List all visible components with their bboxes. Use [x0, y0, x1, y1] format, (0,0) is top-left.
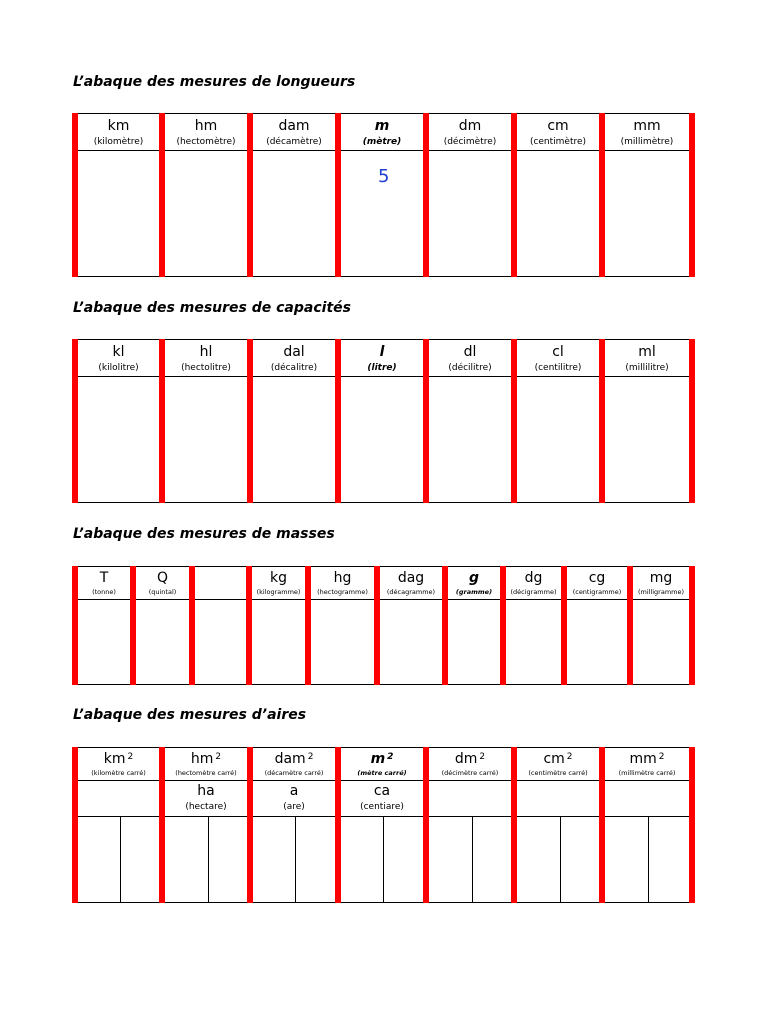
unit-label: km [107, 118, 130, 134]
unit-name: (hectomètre carré) [175, 769, 237, 777]
unit-label: cl [552, 344, 564, 360]
sub-column-divider [383, 816, 384, 902]
unit-label: dm [458, 118, 482, 134]
unit-name: (hectomètre) [176, 137, 236, 147]
column-kg [252, 567, 305, 599]
column-empty [195, 567, 246, 599]
squared-exponent: 2 [479, 752, 486, 762]
unit-label [429, 751, 511, 767]
column-T [78, 567, 130, 599]
unit-label: a [289, 783, 299, 799]
unit-name: (décigramme) [510, 588, 557, 596]
unit-label: hg [333, 570, 352, 586]
sub-column-divider [208, 816, 209, 902]
unit-symbol: dm [454, 751, 478, 767]
column-ca [341, 781, 423, 816]
unit-label: dl [463, 344, 477, 360]
unit-name: (hectolitre) [181, 363, 231, 373]
unit-label: mm [633, 118, 661, 134]
unit-label: cg [588, 570, 606, 586]
unit-label [165, 751, 247, 767]
unit-name: (décalitre) [270, 363, 318, 373]
column-mm2 [605, 748, 689, 780]
column-cg [567, 567, 627, 599]
column-hm2 [165, 748, 247, 780]
column-mm [605, 114, 689, 150]
unit-label: dag [397, 570, 425, 586]
unit-label [605, 751, 689, 767]
unit-name: (kilomètre) [93, 137, 144, 147]
unit-name: (millimètre carré) [618, 769, 676, 777]
unit-symbol: hm [190, 751, 214, 767]
column-dam2 [253, 748, 335, 780]
unit-name: (quintal) [148, 588, 177, 596]
unit-name: (kilomètre carré) [91, 769, 146, 777]
squared-exponent: 2 [566, 752, 573, 762]
abaque-longueurs [72, 113, 695, 277]
unit-symbol: km [103, 751, 126, 767]
unit-label: T [99, 570, 109, 586]
unit-name: (kilogramme) [256, 588, 301, 596]
unit-name: (mètre carré) [357, 769, 407, 777]
unit-name: (are) [283, 802, 305, 812]
unit-name: (millilitre) [625, 363, 669, 373]
title-masses: L’abaque des mesures de masses [73, 526, 335, 542]
sub-column-divider [120, 816, 121, 902]
unit-label: m [374, 118, 390, 134]
column-km [78, 114, 159, 150]
column-l [341, 340, 423, 376]
unit-name: (kilolitre) [98, 363, 139, 373]
title-aires: L’abaque des mesures d’aires [73, 707, 307, 723]
sub-column-divider [648, 816, 649, 902]
header-divider [72, 599, 695, 600]
unit-name: (hectogramme) [317, 588, 368, 596]
unit-label: hl [199, 344, 213, 360]
column-hm [165, 114, 247, 150]
column-hg [311, 567, 374, 599]
unit-label [517, 751, 599, 767]
unit-label: cm [547, 118, 569, 134]
red-separator [689, 747, 695, 903]
column-dl [429, 340, 511, 376]
abaque-aires [72, 747, 695, 903]
unit-name: (décilitre) [448, 363, 492, 373]
unit-name: (centimètre carré) [528, 769, 588, 777]
column-ha [165, 781, 247, 816]
column-m2 [341, 748, 423, 780]
column-Q [136, 567, 189, 599]
unit-name: (décimètre) [443, 137, 497, 147]
sub-column-divider [472, 816, 473, 902]
unit-label: dal [283, 344, 305, 360]
column-dal [253, 340, 335, 376]
sub-column-divider [295, 816, 296, 902]
unit-name: (tonne) [92, 588, 116, 596]
unit-label: dg [524, 570, 543, 586]
sub-column-divider [560, 816, 561, 902]
title-longueurs: L’abaque des mesures de longueurs [73, 74, 356, 90]
unit-symbol: dam [274, 751, 306, 767]
unit-name: (décimètre carré) [441, 769, 499, 777]
unit-label: ha [197, 783, 215, 799]
unit-label: kg [270, 570, 287, 586]
red-separator [689, 339, 695, 503]
unit-name: (centigramme) [572, 588, 622, 596]
unit-symbol: cm [543, 751, 565, 767]
unit-label: ml [638, 344, 656, 360]
column-g [448, 567, 500, 599]
unit-name: (décamètre carré) [264, 769, 324, 777]
red-separator [689, 113, 695, 277]
column-kl [78, 340, 159, 376]
column-ml [605, 340, 689, 376]
unit-name: (hectare) [185, 802, 227, 812]
column-a [253, 781, 335, 816]
abaque-masses [72, 566, 695, 685]
unit-label: hm [194, 118, 218, 134]
unit-label: dam [278, 118, 310, 134]
red-separator [689, 566, 695, 685]
unit-symbol: mm [629, 751, 657, 767]
column-cl [517, 340, 599, 376]
unit-name: (millimètre) [620, 137, 674, 147]
unit-name: (décamètre) [266, 137, 322, 147]
column-cm2 [517, 748, 599, 780]
unit-label: kl [112, 344, 125, 360]
squared-exponent: 2 [387, 752, 394, 762]
unit-name: (décagramme) [386, 588, 436, 596]
unit-name: (gramme) [455, 588, 493, 596]
title-capacites: L’abaque des mesures de capacités [73, 300, 351, 316]
unit-name: (centiare) [360, 802, 404, 812]
abaque-capacites [72, 339, 695, 503]
unit-label: mg [649, 570, 673, 586]
value-in-m-column: 5 [378, 166, 390, 187]
unit-symbol: m [370, 751, 386, 767]
column-hl [165, 340, 247, 376]
column-mg [633, 567, 689, 599]
column-dam [253, 114, 335, 150]
unit-label [78, 751, 159, 767]
unit-name: (litre) [367, 363, 397, 373]
unit-label: ca [373, 783, 391, 799]
unit-label: Q [156, 570, 169, 586]
column-km2 [78, 748, 159, 780]
squared-exponent: 2 [215, 752, 222, 762]
column-m [341, 114, 423, 150]
unit-label [341, 751, 423, 767]
column-dm [429, 114, 511, 150]
unit-name: (mètre) [362, 137, 402, 147]
unit-label: g [468, 570, 480, 586]
column-dag [380, 567, 442, 599]
unit-label: l [379, 344, 385, 360]
squared-exponent: 2 [127, 752, 134, 762]
column-dg [506, 567, 561, 599]
squared-exponent: 2 [307, 752, 314, 762]
column-cm [517, 114, 599, 150]
unit-name: (milligramme) [637, 588, 685, 596]
unit-name: (centimètre) [529, 137, 587, 147]
squared-exponent: 2 [658, 752, 665, 762]
unit-label [253, 751, 335, 767]
column-dm2 [429, 748, 511, 780]
unit-name: (centilitre) [534, 363, 582, 373]
